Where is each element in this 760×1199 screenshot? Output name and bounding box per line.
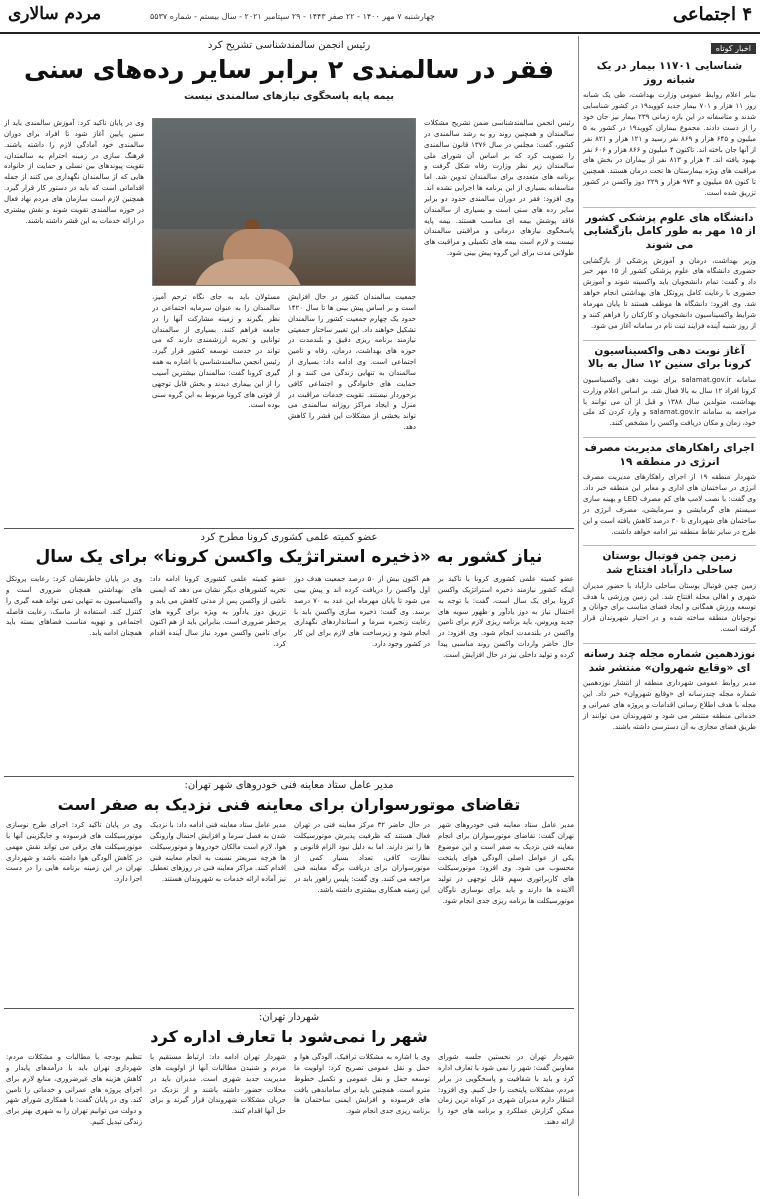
story-column: عضو کمیته علمی کشوری کرونا با تاکید بر اینکه کشور نیازمند ذخیره استراتژیک واکسن کرونا برای یک سال است، گفت: با توجه به احتمال نیاز به دوز یادآور و ظهور سویه های جدید ویروس، باید برنامه ریزی لازم برای تامین واکسن در بلندمدت انجام شود. وی افزود: در حال حاضر واردات واکسن روند مناسبی پیدا کرده و تولید داخلی نیز در حال افزایش است.: [438, 575, 574, 659]
story-vaccine-reserve: [4, 532, 574, 772]
story-column: وی در پایان تاکید کرد: آموزش سالمندی باید از سنین پایین آغاز شود تا افراد برای دوران سالمندی خود آمادگی لازم را داشته باشند. فرهنگ سازی در زمینه احترام به سالمندان، تقویت پیوندهای بین نسلی و حمایت از خانواده هایی که از سالمندان نگهداری می کنند از جمله اقداماتی است که باید در دستور کار قرار گیرد. همچنین لازم است سازمان های مردم نهاد فعال در حوزه سالمندی تقویت شوند و نقش بیشتری در ارائه خدمات به این قشر داشته باشند.: [4, 119, 144, 225]
photo-and-text-block: [152, 118, 416, 518]
story-body: [4, 118, 574, 518]
brief-item: [583, 60, 756, 199]
briefs-tag: اخبار کوتاه: [711, 43, 756, 54]
story-kicker: شهردار تهران:: [258, 1012, 320, 1023]
story-headline: تقاضای موتورسواران برای معاینه فنی نزدیک به صفر است: [57, 795, 521, 814]
main-content: [4, 36, 574, 1196]
story-elderly-poverty: [4, 38, 574, 526]
story-column: مدیر عامل ستاد معاینه فنی خودروهای شهر تهران گفت: تقاضای موتورسواران برای انجام معاینه فنی نزدیک به صفر است و این موضوع یکی از عوامل اصلی آلودگی هوای پایتخت محسوب می شود. وی افزود: موتورسیکلت های کاربراتوری سهم قابل توجهی در تولید آلاینده ها دارند و باید برای نوسازی ناوگان موتورسیکلت ها برنامه ریزی جدی انجام شود.: [438, 821, 574, 905]
brief-item: [583, 212, 756, 332]
divider: [583, 340, 756, 341]
brief-body: مدیر روابط عمومی شهرداری منطقه از انتشار نوزدهمین شماره مجله چندرسانه ای «وقایع شهروان» خبر داد. این مجله با هدف اطلاع رسانی اقدامات و پروژه های عمرانی و خدماتی منطقه منتشر می شود و شهروندان می توانند از طریق فضای مجازی به آن دسترسی داشته باشند.: [583, 679, 756, 731]
story-kicker: مدیر عامل ستاد معاینه فنی خودروهای شهر تهران:: [184, 780, 394, 791]
story-headline: نیاز کشور به «ذخیره استراتژیک واکسن کرونا» برای یک سال: [35, 547, 543, 567]
story-column: هم اکنون بیش از ۵۰ درصد جمعیت هدف دوز اول واکسن را دریافت کرده اند و پیش بینی می شود تا پایان مهرماه این عدد به ۷۰ درصد برسد. وی گفت: ذخیره سازی واکسن باید با رعایت زنجیره سرما و استانداردهای نگهداری انجام شود و زیرساخت های لازم برای این کار در کشور وجود دارد.: [294, 575, 430, 649]
story-column: شهردار تهران در نخستین جلسه شورای معاونین گفت: شهر را نمی شود با تعارف اداره کرد و باید با شفافیت و پاسخگویی در برابر مردم، مشکلات پایتخت را حل کنیم. وی افزود: انتظار دارم مدیران شهری در کوتاه ترین زمان ممکن گزارش عملکرد و برنامه های خود را ارائه دهند.: [438, 1053, 574, 1127]
story-column: مسئولان باید به جای نگاه ترحم آمیز، سالمندان را به عنوان سرمایه اجتماعی در نظر بگیرند و زمینه مشارکت آنها را در جامعه فراهم کنند. بسیاری از سالمندان توانایی و تجربه ارزشمندی دارند که می تواند در خدمت توسعه کشور قرار گیرد. رئیس انجمن سالمندشناسی با اشاره به همه گیری کرونا گفت: سالمندان بیشترین آسیب را از این بیماری دیدند و بخش قابل توجهی از فوتی های کرونا مربوط به این گروه سنی بوده است.: [152, 293, 280, 410]
divider: [4, 1008, 574, 1009]
divider: [583, 545, 756, 546]
story-headline: شهر را نمی‌شود با تعارف اداره کرد: [150, 1027, 428, 1046]
brief-title: نوزدهمین شماره مجله چند رسانه ای «وقایع شهروان» منتشر شد: [583, 647, 756, 674]
story-column: مدیر عامل ستاد معاینه فنی ادامه داد: با نزدیک شدن به فصل سرما و افزایش احتمال وارونگی هوا، لازم است مالکان خودروها و موتورسیکلت ها هرچه سریعتر نسبت به انجام معاینه فنی اقدام کنند. مراکز معاینه فنی در روزهای تعطیل نیز آماده ارائه خدمات به شهروندان هستند.: [150, 821, 286, 884]
story-column: جمعیت سالمندان کشور در حال افزایش است و بر اساس پیش بینی ها تا سال ۱۴۲۰ حدود یک چهارم جمعیت کشور را سالمندان تشکیل خواهند داد. این تغییر ساختار جمعیتی نیازمند برنامه ریزی دقیق و بلندمدت در حوزه های بهداشت، درمان، رفاه و تامین اجتماعی است. وی ادامه داد: بسیاری از سالمندان به تنهایی زندگی می کنند و از حمایت های خانوادگی و اجتماعی کافی برخوردار نیستند. تقویت خدمات مراقبت در منزل و ایجاد مراکز روزانه سالمندی می تواند بخشی از مشکلات این قشر را کاهش دهد.: [288, 293, 416, 432]
story-body: [4, 820, 574, 1000]
brief-body: بنابر اعلام روابط عمومی وزارت بهداشت، طی یک شبانه روز ۱۱ هزار و ۷۰۱ بیمار جدید کووید۱۹ در کشور شناسایی شدند و متاسفانه در این بازه زمانی ۲۳۹ بیمار نیز جان خود را از دست دادند. مجموع بیماران کووید۱۹ در کشور به ۵ میلیون و ۶۴۵ هزار و ۸۶۹ نفر رسید و ۱۲۱ هزار و ۸۲۱ نفر از آنها جان باخته اند. تاکنون ۴ میلیون و ۸۶۶ هزار و ۶۰۶ نفر بهبود یافته اند. ۴ هزار و ۸۱۳ نفر از بیماران در بخش های مراقبت های ویژه بیمارستان ها تحت درمان هستند. همچنین تا کنون ۵۸ میلیون و ۹۷۴ هزار و ۲۲۹ دوز واکسن در کشور تزریق شده است.: [583, 91, 756, 197]
brief-item: [583, 442, 756, 537]
story-subhead: بیمه پایه پاسخگوی نیازهای سالمندی نیست: [183, 91, 394, 102]
story-column: تنظیم بودجه با مطالبات و مشکلات مردم: شهرداری تهران باید با درآمدهای پایدار و کاهش هزینه های غیرضروری، منابع لازم برای اجرای پروژه های عمرانی و خدماتی را تامین کند. وی در پایان گفت: با همکاری شورای شهر و دولت می توانیم تهران را به شهری بهتر برای زندگی تبدیل کنیم.: [6, 1053, 142, 1127]
story-column: وی در پایان تاکید کرد: اجرای طرح نوسازی موتورسیکلت های فرسوده و جایگزینی آنها با موتورسیکلت های برقی می تواند نقش مهمی در کاهش آلودگی هوا داشته باشد و شهرداری تهران در این زمینه برنامه هایی را در دست اجرا دارد.: [6, 821, 142, 884]
story-kicker: عضو کمیته علمی کشوری کرونا مطرح کرد: [200, 532, 378, 543]
elderly-hands-cane-photo: [152, 118, 416, 286]
brief-title: اجرای راهکارهای مدیریت مصرف انرژی در منطقه ۱۹: [584, 442, 755, 468]
story-body: [4, 574, 574, 768]
story-tehran-mayor: [4, 1012, 574, 1194]
news-briefs-column: [578, 36, 756, 1196]
brief-body: سامانه salamat.gov.ir برای نوبت دهی واکسیناسیون کرونا افراد ۱۲ سال به بالا فعال شد. بر اساس اعلام وزارت بهداشت، متولدین سال ۱۳۸۸ و قبل از آن می توانند با مراجعه به سامانه salamat.gov.ir و وارد کردن کد ملی خود، زمان و مکان دریافت واکسن را مشخص کنند.: [583, 375, 756, 428]
story-body: [4, 1052, 574, 1192]
brief-item: [583, 345, 756, 430]
divider: [4, 528, 574, 529]
story-column: وی با اشاره به مشکلات ترافیک، آلودگی هوا و حمل و نقل عمومی تصریح کرد: اولویت ما توسعه حمل و نقل عمومی و تکمیل خطوط مترو است. همچنین باید برای ساماندهی بافت های فرسوده و افزایش ایمنی ساختمان ها برنامه ریزی جدی انجام شود.: [294, 1053, 430, 1116]
story-column: رئیس انجمن سالمندشناسی ضمن تشریح مشکلات سالمندان و همچنین روند رو به رشد سالمندی در کشور، گفت: مجلس در سال ۱۳۷۶ قانون سالمندی را تصویب کرد که بر اساس آن شورای ملی سالمندان زیر نظر وزارت رفاه شکل گرفت و برنامه های متعددی برای سالمندان تدوین شد. اما متاسفانه بسیاری از این برنامه ها اجرایی نشده اند. وی افزود: فقر در دوران سالمندی حدود دو برابر سایر رده های سنی است و بسیاری از سالمندان فاقد پوشش بیمه ای مناسب هستند. بیمه پایه پاسخگوی نیازهای درمانی و مراقبتی سالمندان نیست و لازم است بیمه های تکمیلی و مراقبت های طولانی مدت برای این گروه پیش بینی شود.: [424, 119, 574, 258]
divider: [583, 643, 756, 644]
story-column: وی در پایان خاطرنشان کرد: رعایت پروتکل های بهداشتی همچنان ضروری است و واکسیناسیون به تنهایی نمی تواند همه گیری را کنترل کند. استفاده از ماسک، رعایت فاصله اجتماعی و تهویه مناسب فضاهای بسته باید همچنان ادامه یابد.: [6, 575, 142, 638]
brief-title: زمین چمن فوتبال بوستان ساحلی دارآباد افتتاح شد: [602, 550, 737, 577]
brief-item: [583, 648, 756, 733]
story-column: شهردار تهران ادامه داد: ارتباط مستقیم با مردم و شنیدن مطالبات آنها از اولویت های مدیریت جدید شهری است. مدیران باید در محلات حضور داشته باشند و از نزدیک در جریان مشکلات شهروندان قرار گیرند و برای حل آنها اقدام کنند.: [150, 1053, 286, 1116]
story-kicker: رئیس انجمن سالمندشناسی تشریح کرد: [207, 40, 371, 51]
brief-body: وزیر بهداشت، درمان و آموزش پزشکی از بازگشایی حضوری دانشگاه های علوم پزشکی کشور از ۱۵ مهر خبر داد و گفت: تمام دانشجویان باید واکسینه شوند و آموزش حضوری با رعایت کامل پروتکل های بهداشتی انجام خواهد شد. وی افزود: دانشگاه ها موظف هستند تا پایان مهرماه شرایط واکسیناسیون دانشجویان و کارکنان را فراهم کنند و از روز شنبه آینده فرایند ثبت نام در سامانه آغاز می شود.: [583, 256, 756, 330]
brief-title: شناسایی ۱۱۷۰۱ بیمار در یک شبانه روز: [596, 60, 743, 86]
brief-title: آغاز نوبت دهی واکسیناسیون کرونا برای سنین ۱۲ سال به بالا: [587, 344, 752, 371]
brief-body: شهردار منطقه ۱۹ از اجرای راهکارهای مدیریت مصرف انرژی در ساختمان های اداری و معابر این منطقه خبر داد. وی گفت: با نصب لامپ های کم مصرف LED و بهینه سازی سیستم های گرمایشی و سرمایشی، مصرف انرژی در ساختمان های شهرداری تا ۳۰ درصد کاهش یافته است و این طرح در سایر نقاط منطقه نیز ادامه خواهد داشت.: [583, 473, 756, 536]
newspaper-name: مردم سالاری: [8, 4, 102, 24]
date-line: چهارشنبه ۷ مهر ۱۴۰۰ - ۲۲ صفر ۱۴۴۳ - ۲۹ سپتامبر ۲۰۲۱ - سال بیستم - شماره ۵۵۳۷: [150, 12, 435, 21]
section-title: ۴ اجتماعی: [672, 4, 752, 25]
brief-body: زمین چمن فوتبال بوستان ساحلی دارآباد با حضور مدیران شهری و اهالی محله افتتاح شد. این زمین ورزشی با هدف توسعه ورزش همگانی و ایجاد فضای مناسب برای جوانان و نوجوانان منطقه ساخته شده و در اختیار شهروندان قرار گرفته است.: [583, 581, 756, 634]
story-column: در حال حاضر ۳۲ مرکز معاینه فنی در تهران فعال هستند که ظرفیت پذیرش موتورسیکلت ها را نیز دارند. اما به دلیل نبود الزام قانونی و نظارت کافی، تعداد بسیار کمی از موتورسواران برای دریافت برگه معاینه فنی مراجعه می کنند. وی گفت: پلیس راهور باید در این زمینه همکاری بیشتری داشته باشد.: [294, 821, 430, 895]
divider: [583, 207, 756, 208]
divider: [4, 776, 574, 777]
story-motorcycle-inspection: [4, 780, 574, 1004]
brief-title: دانشگاه های علوم پزشکی کشور از ۱۵ مهر به طور کامل بازگشایی می شوند: [583, 211, 756, 251]
masthead: [0, 0, 760, 34]
brief-item: [583, 550, 756, 635]
story-headline: فقر در سالمندی ۲ برابر سایر رده‌های سنی: [23, 55, 555, 84]
divider: [583, 437, 756, 438]
story-column: عضو کمیته علمی کشوری کرونا ادامه داد: تجربه کشورهای دیگر نشان می دهد که ایمنی ناشی از واکسن پس از مدتی کاهش می یابد و تزریق دوز یادآور به ویژه برای گروه های پرخطر ضروری است. بنابراین باید از هم اکنون برای تامین واکسن مورد نیاز سال آینده اقدام کرد.: [150, 575, 286, 649]
